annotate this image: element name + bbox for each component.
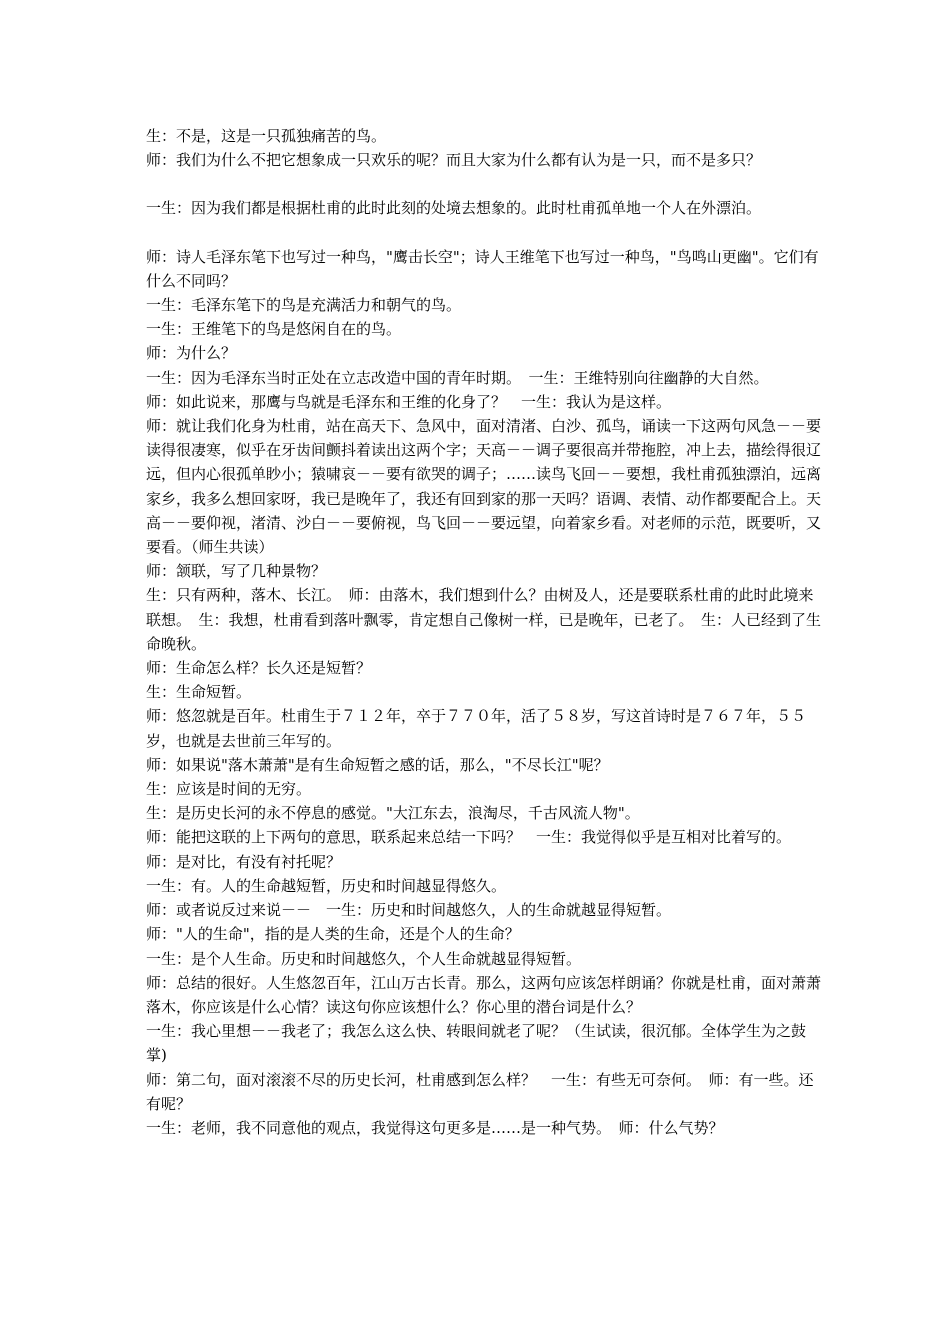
paragraph: 师：是对比，有没有衬托呢？ xyxy=(146,852,342,871)
paragraph: 一生：毛泽东笔下的鸟是充满活力和朝气的鸟。 xyxy=(146,296,462,315)
paragraph: 师：能把这联的上下两句的意思，联系起来总结一下吗？ 一生：我觉得似乎是互相对比着写的。 xyxy=(146,828,792,847)
paragraph: 师：就让我们化身为杜甫，站在高天下、急风中，面对清渚、白沙、孤鸟，诵读一下这两句风急－－要读得很凄寒，似乎在牙齿间颤抖着读出这两个字；天高－－调子要很高并带拖腔，冲上去，描绘得很辽远，但内心很孤单眇小；猿啸哀－－要有欲哭的调子；……读鸟飞回－－要想，我杜甫孤独漂泊，远离家乡，我多么想回家呀，我已是晚年了，我还有回到家的那一天吗？语调、表情、动作都要配合上。天高－－要仰视，渚清、沙白－－要俯视，鸟飞回－－要远望，向着家乡看。对老师的示范，既要听，又要看。（师生共读） xyxy=(146,417,822,557)
paragraph: 师：生命怎么样？长久还是短暂？ xyxy=(146,659,372,678)
paragraph: 师：颔联，写了几种景物？ xyxy=(146,562,327,581)
paragraph: 一生：有。人的生命越短暂，历史和时间越显得悠久。 xyxy=(146,876,507,895)
paragraph: 师：总结的很好。人生悠忽百年，江山万古长青。那么，这两句应该怎样朗诵？你就是杜甫，面对萧萧落木，你应该是什么心情？读这句你应该想什么？你心里的潜台词是什么？ xyxy=(146,973,822,1016)
paragraph: 师：为什么？ xyxy=(146,344,237,363)
paragraph: 生：不是，这是一只孤独痛苦的鸟。 xyxy=(146,127,387,145)
paragraph: 师：诗人毛泽东笔下也写过一种鸟，"鹰击长空"；诗人王维笔下也写过一种鸟，"鸟鸣山更幽"。它们有什么不同吗？ xyxy=(146,247,819,290)
paragraph: 师：悠忽就是百年。杜甫生于７１２年，卒于７７０年，活了５８岁，写这首诗时是７６７年，５５岁，也就是去世前三年写的。 xyxy=(146,707,807,750)
paragraph: 生：生命短暂。 xyxy=(146,683,252,702)
paragraph: 师：我们为什么不把它想象成一只欢乐的呢？而且大家为什么都有认为是一只，而不是多只？ xyxy=(146,151,762,170)
paragraph: 生：只有两种，落木、长江。 师：由落木，我们想到什么？由树及人，还是要联系杜甫的此时此境来联想。 生：我想，杜甫看到落叶飘零，肯定想自己像树一样，已是晚年，已老了。 生：人已经到了生命晚秋。 xyxy=(146,586,822,653)
paragraph: 一生：老师，我不同意他的观点，我觉得这句更多是……是一种气势。 师：什么气势？ xyxy=(146,1118,724,1137)
paragraph: 师：如果说"落木萧萧"是有生命短暂之感的话，那么，"不尽长江"呢？ xyxy=(146,755,609,774)
blank-line xyxy=(146,172,822,196)
paragraph: 一生：因为我们都是根据杜甫的此时此刻的处境去想象的。此时杜甫孤单地一个人在外漂泊。 xyxy=(146,199,762,218)
blank-line xyxy=(146,221,822,245)
paragraph: 一生：王维笔下的鸟是悠闲自在的鸟。 xyxy=(146,320,402,339)
document-body xyxy=(146,124,822,1140)
paragraph: 师："人的生命"，指的是人类的生命，还是个人的生命？ xyxy=(146,925,520,944)
paragraph: 一生：我心里想－－我老了；我怎么这么快、转眼间就老了呢？（生试读，很沉郁。全体学生为之鼓掌) xyxy=(146,1022,807,1065)
paragraph: 一生：因为毛泽东当时正处在立志改造中国的青年时期。 一生：王维特别向往幽静的大自然。 xyxy=(146,368,769,387)
paragraph: 生：是历史长河的永不停息的感觉。"大江东去，浪淘尽，千古风流人物"。 xyxy=(146,804,640,823)
paragraph: 师：或者说反过来说－－ 一生：历史和时间越悠久，人的生命就越显得短暂。 xyxy=(146,901,672,920)
paragraph: 师：如此说来，那鹰与鸟就是毛泽东和王维的化身了？ 一生：我认为是这样。 xyxy=(146,392,672,411)
paragraph: 生：应该是时间的无穷。 xyxy=(146,780,312,799)
paragraph: 师：第二句，面对滚滚不尽的历史长河，杜甫感到怎么样？ 一生：有些无可奈何。 师：有一些。还有呢？ xyxy=(146,1070,814,1113)
paragraph: 一生：是个人生命。历史和时间越悠久，个人生命就越显得短暂。 xyxy=(146,949,582,968)
